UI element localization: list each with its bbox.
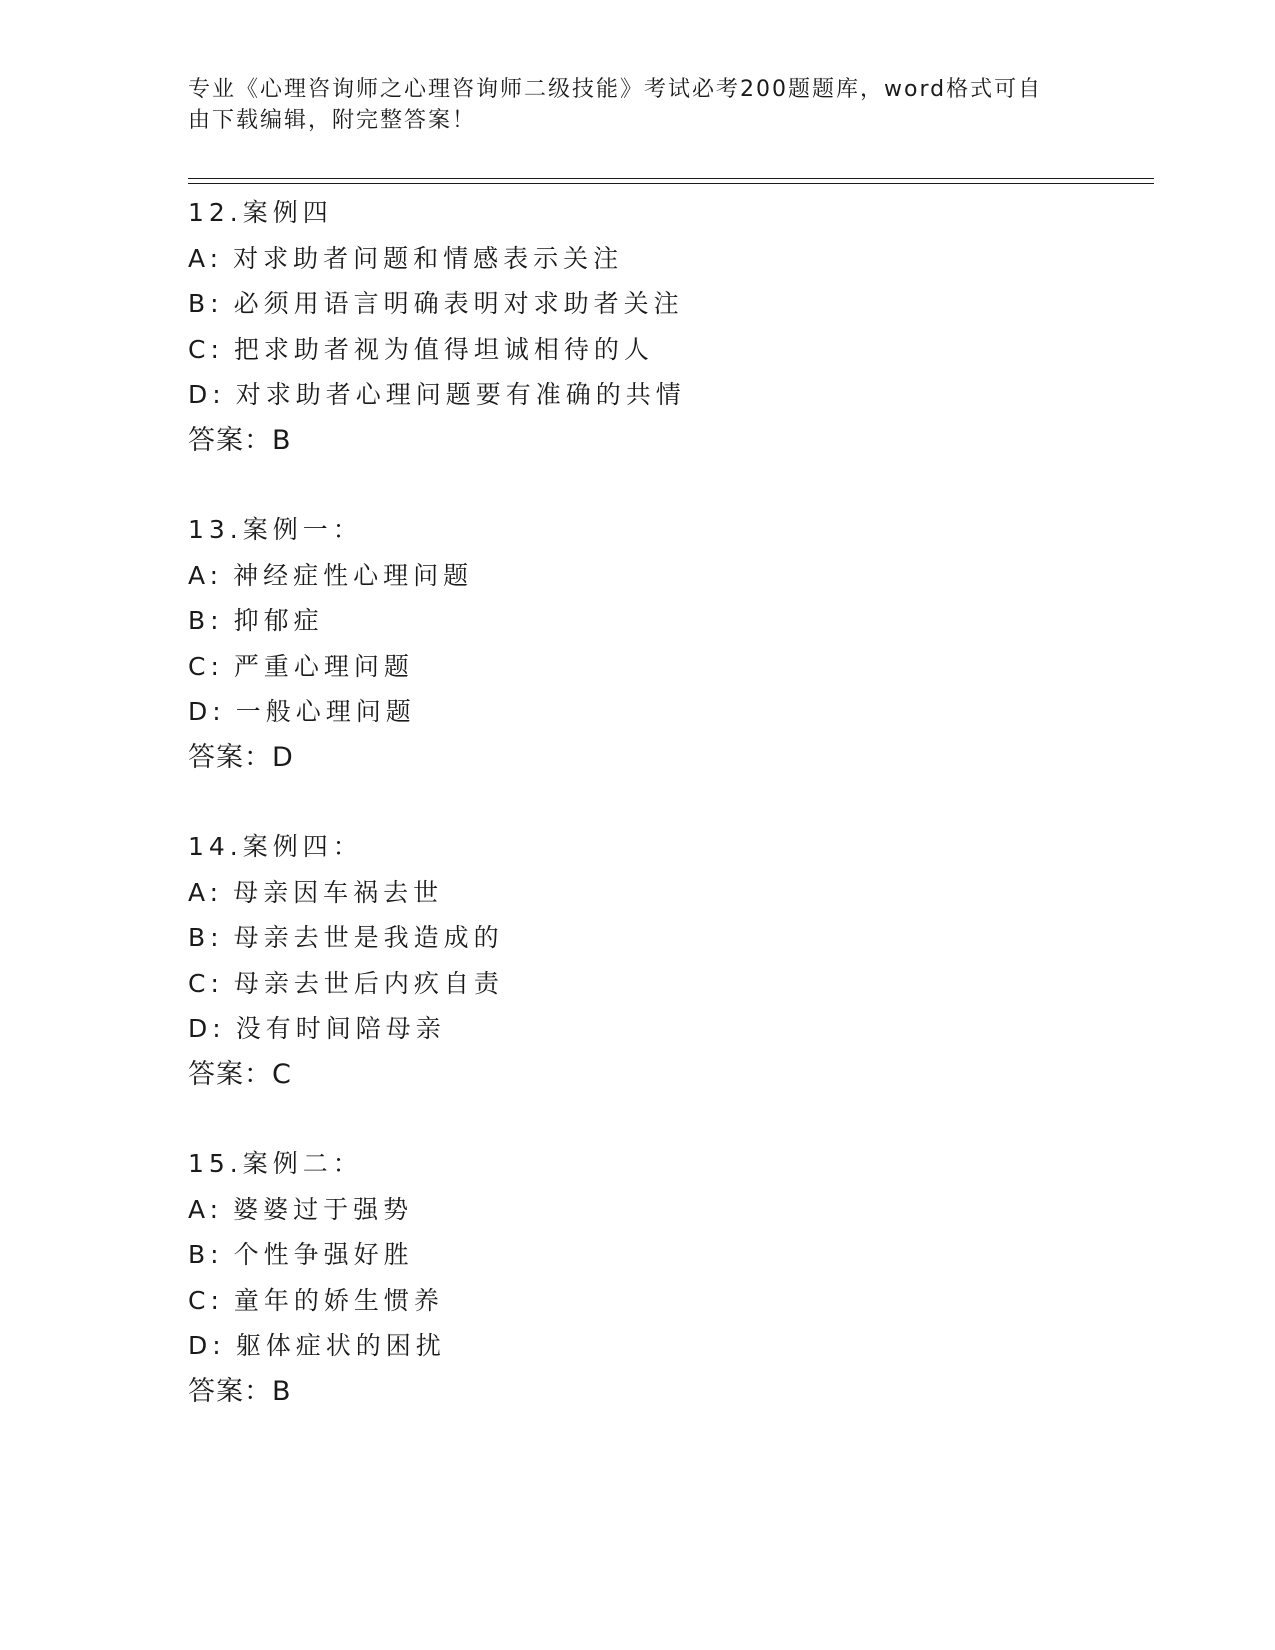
option-text: 严重心理问题	[233, 651, 414, 681]
header-divider-bottom	[188, 183, 1154, 184]
header-line-2: 由下载编辑，附完整答案！	[188, 108, 477, 133]
option-text: 没有时间陪母亲	[235, 1014, 446, 1043]
option-letter: A:	[188, 243, 224, 273]
option-letter: C:	[188, 651, 224, 681]
option-b	[188, 281, 1088, 327]
option-letter: B:	[188, 289, 224, 318]
answer-line: 答案：B	[188, 1375, 292, 1407]
option-text: 母亲去世后内疚自责	[233, 968, 504, 998]
option-d	[188, 1006, 1088, 1052]
question-12	[188, 190, 1088, 463]
question-title: 12.案例四	[188, 198, 333, 227]
question-list	[188, 190, 1088, 1458]
option-c	[188, 644, 1088, 690]
question-15	[188, 1141, 1088, 1414]
option-b	[188, 1232, 1088, 1278]
option-b	[188, 915, 1088, 961]
option-letter: C:	[188, 334, 224, 364]
option-a	[188, 553, 1088, 599]
option-letter: D:	[188, 697, 226, 726]
header-divider-top	[188, 178, 1154, 179]
option-d	[188, 372, 1088, 418]
header-line-1: 专业《心理咨询师之心理咨询师二级技能》考试必考200题题库，word格式可自	[188, 77, 1043, 102]
option-text: 母亲去世是我造成的	[233, 923, 504, 952]
option-d	[188, 689, 1088, 735]
question-title: 15.案例二：	[188, 1149, 363, 1178]
option-text: 母亲因车祸去世	[233, 877, 444, 907]
option-text: 童年的娇生惯养	[233, 1285, 444, 1315]
option-text: 对求助者心理问题要有准确的共情	[235, 380, 686, 409]
option-letter: A:	[188, 1194, 224, 1224]
option-a	[188, 236, 1088, 282]
option-text: 把求助者视为值得坦诚相待的人	[233, 334, 654, 364]
option-text: 个性争强好胜	[233, 1240, 414, 1269]
option-c	[188, 327, 1088, 373]
question-title: 13.案例一：	[188, 515, 363, 544]
option-text: 神经症性心理问题	[233, 560, 474, 590]
option-letter: A:	[188, 877, 224, 907]
option-a	[188, 1187, 1088, 1233]
question-title: 14.案例四：	[188, 832, 363, 861]
option-text: 必须用语言明确表明对求助者关注	[233, 289, 684, 318]
option-letter: C:	[188, 1285, 224, 1315]
option-c	[188, 1278, 1088, 1324]
option-letter: B:	[188, 606, 224, 635]
option-letter: B:	[188, 1240, 224, 1269]
answer-line: 答案：C	[188, 1058, 292, 1090]
option-letter: D:	[188, 380, 226, 409]
option-text: 躯体症状的困扰	[235, 1331, 446, 1360]
option-text: 婆婆过于强势	[233, 1194, 414, 1224]
option-text: 对求助者问题和情感表示关注	[233, 243, 624, 273]
option-c	[188, 961, 1088, 1007]
answer-line: 答案：D	[188, 741, 294, 773]
document-header	[188, 74, 1068, 136]
option-letter: D:	[188, 1331, 226, 1360]
question-13	[188, 507, 1088, 780]
option-letter: A:	[188, 560, 224, 590]
option-d	[188, 1323, 1088, 1369]
option-text: 一般心理问题	[235, 697, 416, 726]
answer-line: 答案：B	[188, 424, 292, 456]
option-b	[188, 598, 1088, 644]
option-a	[188, 870, 1088, 916]
option-letter: D:	[188, 1014, 226, 1043]
option-text: 抑郁症	[233, 606, 324, 635]
option-letter: C:	[188, 968, 224, 998]
question-14	[188, 824, 1088, 1097]
option-letter: B:	[188, 923, 224, 952]
